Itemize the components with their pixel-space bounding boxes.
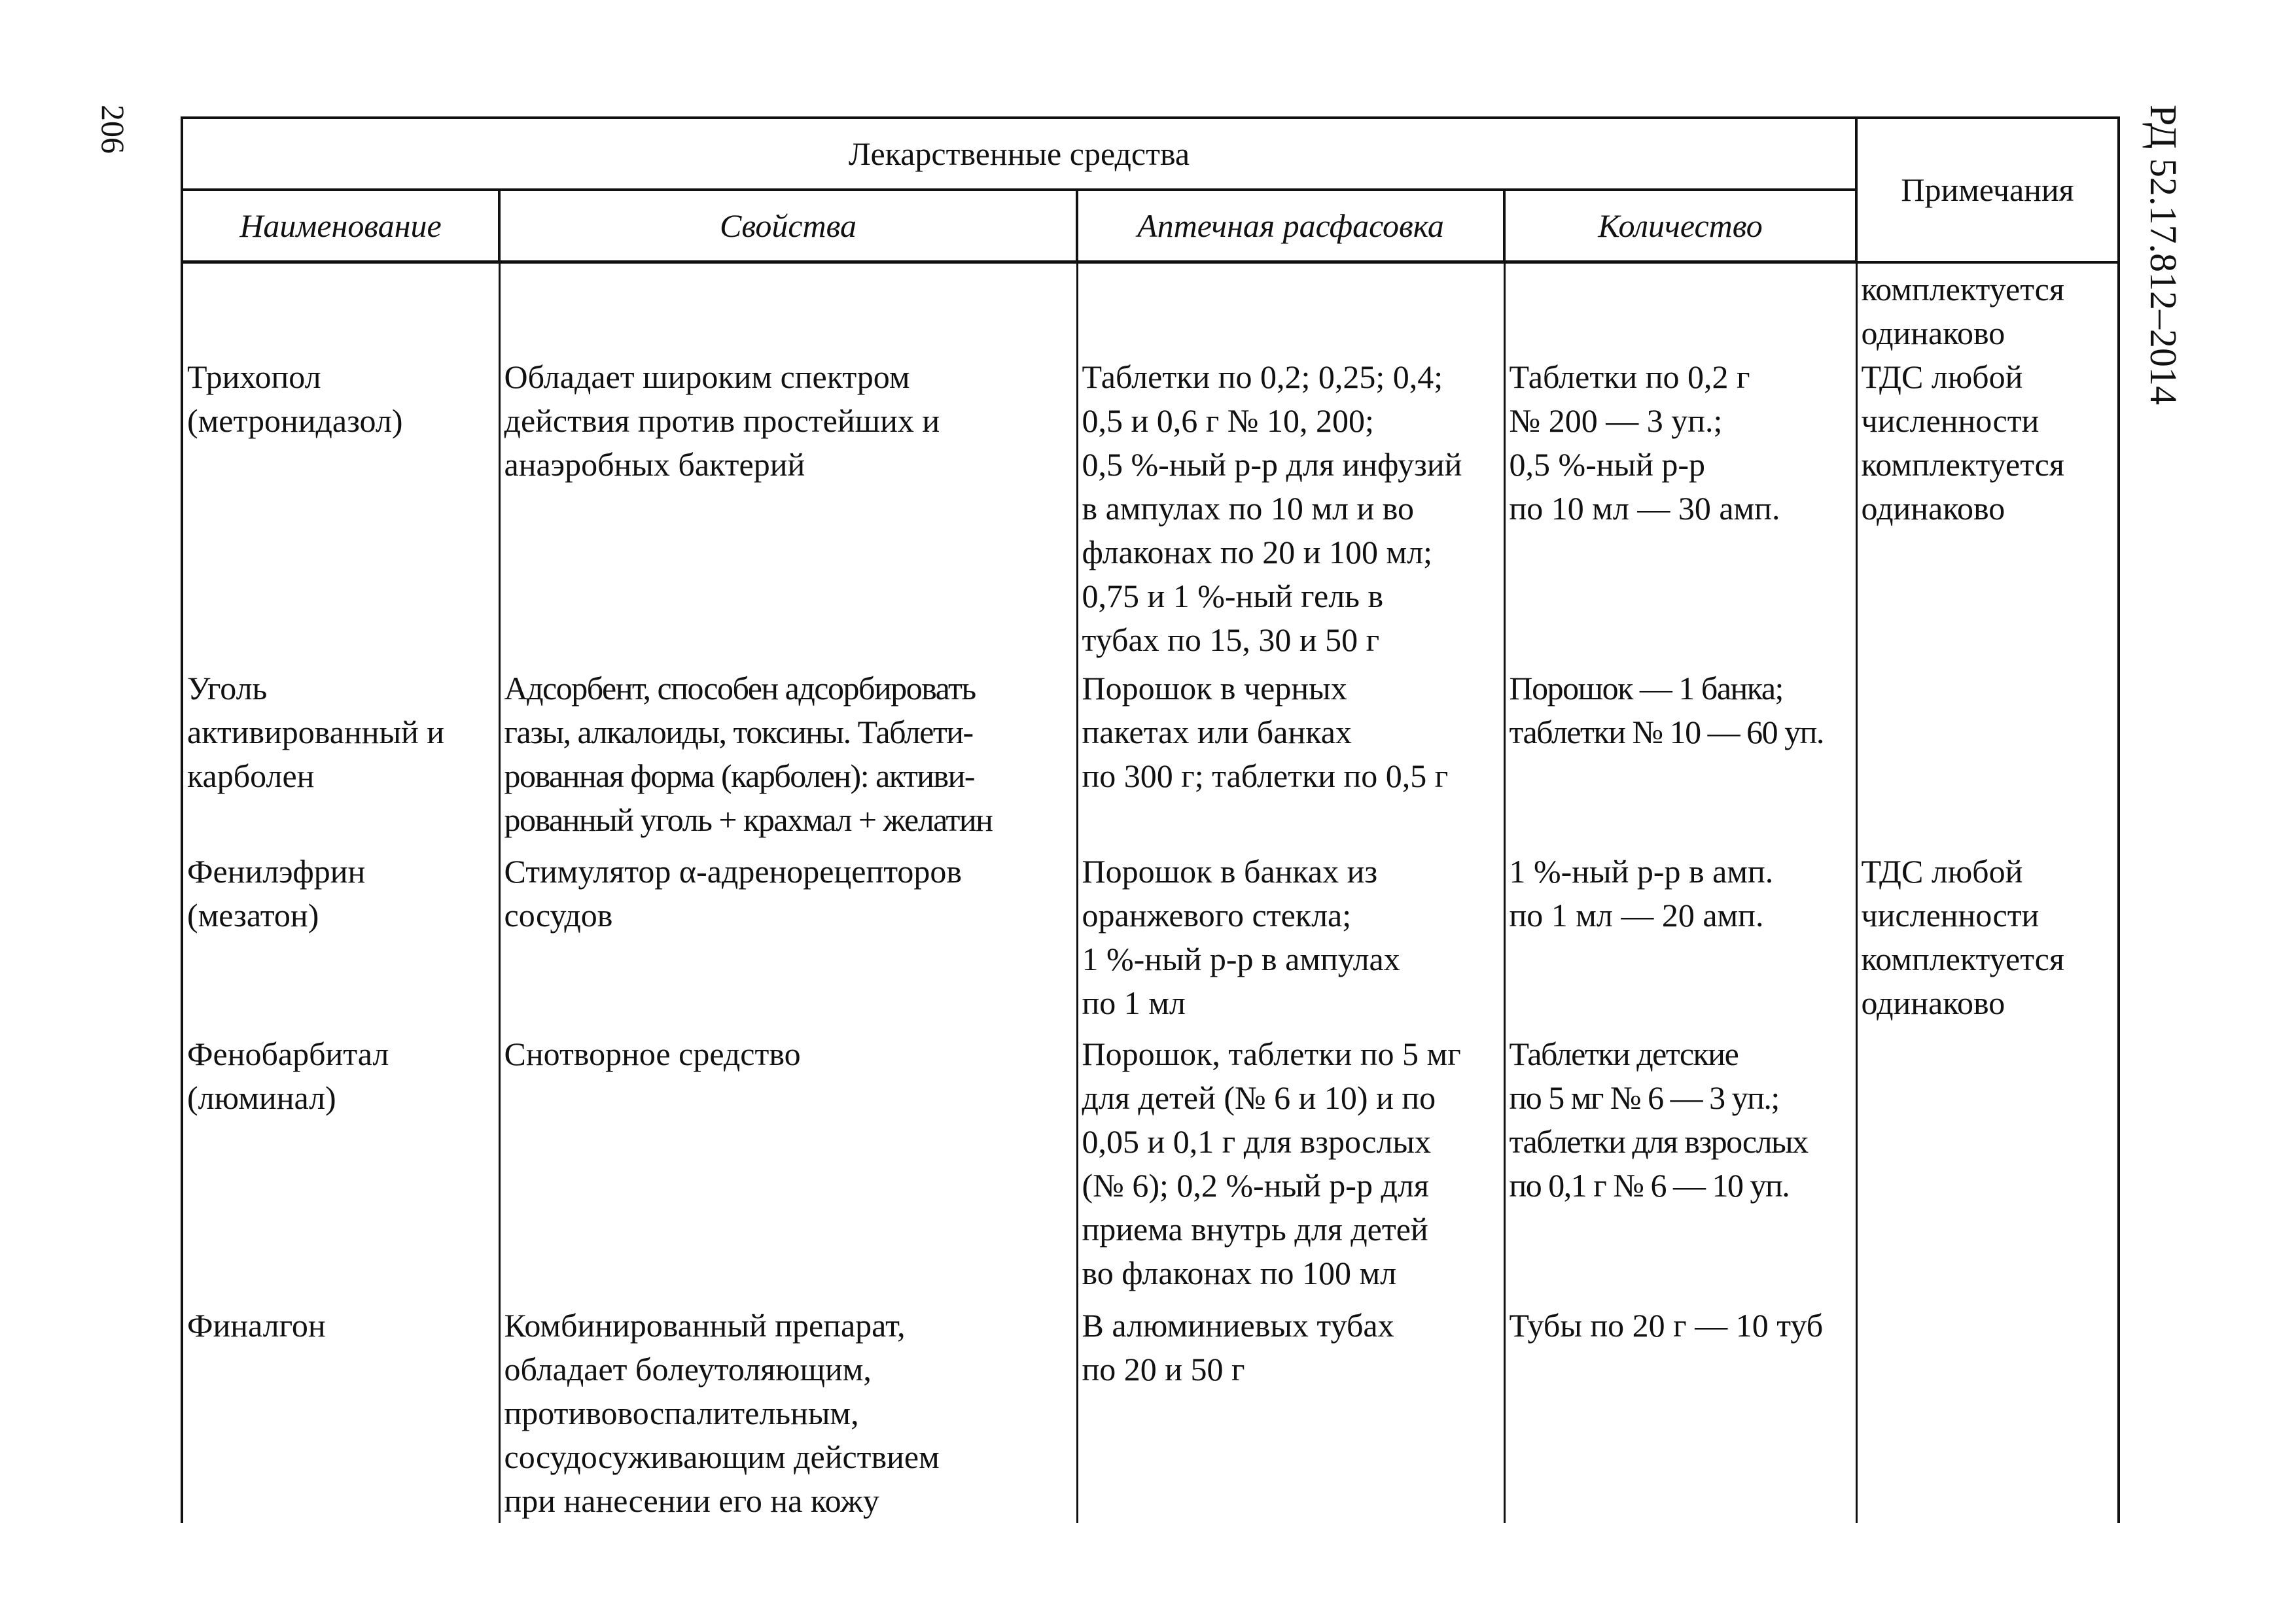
cell-properties: Стимулятор α-адренорецепторов сосудов — [499, 847, 1077, 1030]
medicines-table — [181, 116, 2120, 1523]
cell-name — [182, 262, 499, 356]
cell-notes — [1856, 665, 2119, 847]
cell-packaging: Таблетки по 0,2; 0,25; 0,4; 0,5 и 0,6 г № 10, 200; 0,5 %-ный р-р для инфузий в ампулах по 10 мл и во флаконах по 20 и 100 мл; 0,75 и 1 %-ный гель в тубах по 15, 30 и 50 г — [1077, 355, 1504, 665]
cell-notes — [1856, 1301, 2119, 1523]
page-number: 206 — [95, 105, 132, 154]
cell-name: Фенилэфрин (мезатон) — [182, 847, 499, 1030]
cell-properties: Адсорбент, способен адсорбировать газы, алкалоиды, токсины. Таблети- рованная форма (карболен): активи- рованный уголь + крахмал + желатин — [499, 665, 1077, 847]
cell-quantity: 1 %-ный р-р в амп. по 1 мл — 20 амп. — [1504, 847, 1856, 1030]
table-row — [182, 262, 2119, 356]
cell-packaging — [1077, 262, 1504, 356]
header-name: Наименование — [182, 190, 499, 262]
header-notes: Примечания — [1856, 118, 2119, 262]
cell-packaging: Порошок, таблетки по 5 мг для детей (№ 6 и 10) и по 0,05 и 0,1 г для взрослых (№ 6); 0,2 %-ный р-р для приема внутрь для детей во флаконах по 100 мл — [1077, 1030, 1504, 1301]
cell-properties: Комбинированный препарат, обладает болеутоляющим, противовоспалительным, сосудосуживающим действием при нанесении его на кожу — [499, 1301, 1077, 1523]
table-row — [182, 1301, 2119, 1523]
cell-quantity: Таблетки по 0,2 г № 200 — 3 уп.; 0,5 %-ный р-р по 10 мл — 30 амп. — [1504, 355, 1856, 665]
cell-name: Трихопол (метронидазол) — [182, 355, 499, 665]
cell-name: Фенобарбитал (люминал) — [182, 1030, 499, 1301]
cell-name: Уголь активированный и карболен — [182, 665, 499, 847]
cell-notes: ТДС любой численности комплектуется одинаково — [1856, 355, 2119, 665]
table-row — [182, 665, 2119, 847]
header-properties: Свойства — [499, 190, 1077, 262]
cell-notes: комплектуется одинаково — [1856, 262, 2119, 356]
cell-properties: Снотворное средство — [499, 1030, 1077, 1301]
cell-packaging: В алюминиевых тубах по 20 и 50 г — [1077, 1301, 1504, 1523]
cell-quantity: Порошок — 1 банка; таблетки № 10 — 60 уп. — [1504, 665, 1856, 847]
table-row — [182, 1030, 2119, 1301]
cell-packaging: Порошок в банках из оранжевого стекла; 1 %-ный р-р в ампулах по 1 мл — [1077, 847, 1504, 1030]
table-row — [182, 847, 2119, 1030]
cell-properties — [499, 262, 1077, 356]
header-packaging: Аптечная расфасовка — [1077, 190, 1504, 262]
cell-notes — [1856, 1030, 2119, 1301]
header-medicines-group: Лекарственные средства — [182, 118, 1856, 190]
cell-properties: Обладает широким спектром действия против простейших и анаэробных бактерий — [499, 355, 1077, 665]
header-quantity: Количество — [1504, 190, 1856, 262]
cell-name: Финалгон — [182, 1301, 499, 1523]
cell-quantity: Таблетки детские по 5 мг № 6 — 3 уп.; таблетки для взрослых по 0,1 г № 6 — 10 уп. — [1504, 1030, 1856, 1301]
document-code: РД 52.17.812–2014 — [2142, 105, 2185, 405]
cell-quantity: Тубы по 20 г — 10 туб — [1504, 1301, 1856, 1523]
cell-notes: ТДС любой численности комплектуется одинаково — [1856, 847, 2119, 1030]
table-row — [182, 355, 2119, 665]
cell-quantity — [1504, 262, 1856, 356]
cell-packaging: Порошок в черных пакетах или банках по 300 г; таблетки по 0,5 г — [1077, 665, 1504, 847]
